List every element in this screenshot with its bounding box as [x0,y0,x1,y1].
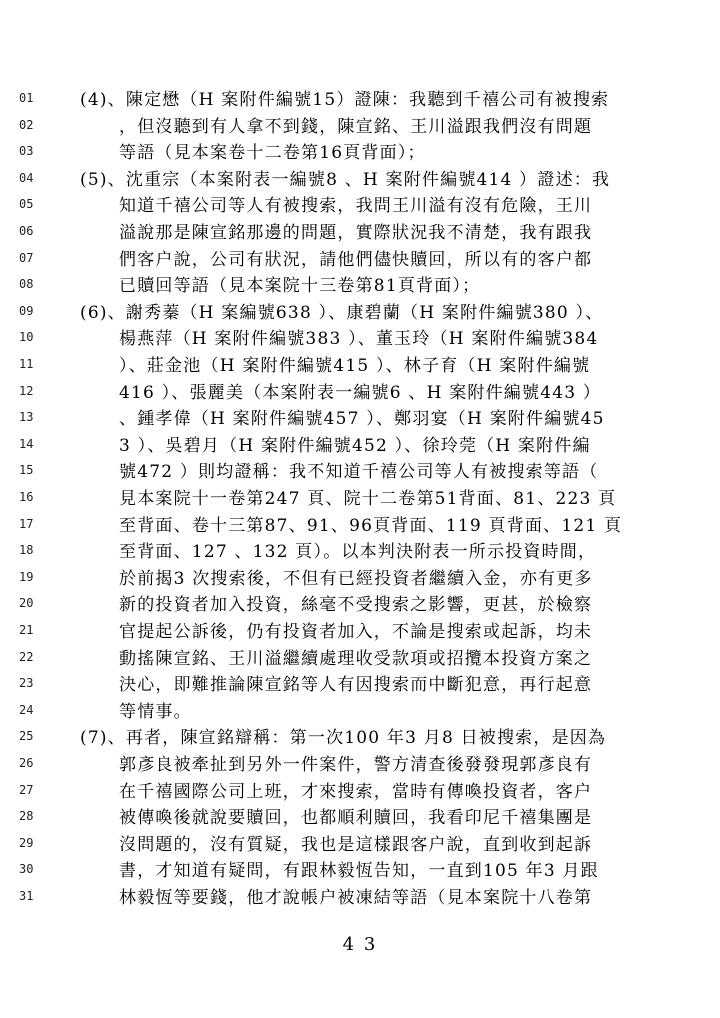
line-number: 06 [19,224,34,238]
document-line [0,780,720,806]
line-number: 05 [19,197,34,212]
line-number: 19 [19,569,34,584]
line-number: 25 [19,729,34,744]
document-line [0,753,720,779]
document-line [0,248,720,274]
line-text: 沒問題的，沒有質疑，我也是這樣跟客户說，直到收到起訴 [119,834,593,855]
document-line [0,460,720,486]
line-number: 12 [19,383,34,398]
line-number: 14 [19,436,34,451]
line-text: (6)、謝秀蓁（H 案編號638 ）、康碧蘭（H 案附件編號380 ）、 [80,302,604,323]
document-line [0,141,720,167]
document-line [0,301,720,327]
line-text: 已贖回等語（見本案院十三卷第81頁背面）； [119,276,481,297]
line-number: 28 [19,809,34,824]
line-number: 02 [19,117,34,132]
line-number: 30 [19,862,34,877]
document-line [0,886,720,912]
line-text: 知道千禧公司等人有被搜索，我問王川溢有沒有危險，王川 [119,196,593,217]
line-number: 22 [19,649,34,664]
line-text: 官提起公訴後，仍有投資者加入，不論是搜索或起訴，均未 [119,622,593,642]
document-line [0,567,720,593]
line-text: 416 ）、張麗美（本案附表一編號6 、H 案附件編號443 ） [119,382,602,403]
document-line [0,833,720,859]
document-line [0,726,720,752]
line-number: 04 [19,170,34,185]
line-text: (4)、陳定懋（H 案附件編號15）證陳：我聽到千禧公司有被搜索 [80,90,610,110]
line-text: 楊燕萍（H 案附件編號383 ）、董玉玲（H 案附件編號384 [119,329,599,350]
document-line [0,806,720,832]
document-line [0,647,720,673]
line-text: 、鍾孝偉（H 案附件編號457 ）、鄭羽宴（H 案附件編號45 [119,409,605,430]
line-text: 等情事。 [119,701,192,722]
line-text: 決心，即難推論陳宣銘等人有因搜索而中斷犯意，再行起意 [119,675,593,696]
document-line [0,354,720,380]
line-number: 18 [19,543,34,558]
line-text: (5)、沈重宗（本案附表一編號8 、H 案附件編號414 ）證述：我 [80,169,611,190]
line-text: 等語（見本案卷十二卷第16頁背面）； [119,143,426,164]
line-text: 郭彥良被牽扯到另外一件案件，警方清查後發發現郭彥良有 [119,755,593,775]
line-number: 21 [19,623,34,637]
line-number: 31 [19,889,34,903]
document-line [0,487,720,513]
document-line [0,540,720,566]
line-text: 新的投資者加入投資，絲毫不受搜索之影響，更甚，於檢察 [119,595,593,616]
line-text: 至背面、127 、132 頁）。以本判決附表一所示投資時間， [119,542,597,563]
line-text: 溢說那是陳宣銘那邊的問題，實際狀況我不清楚，我有跟我 [119,223,593,243]
document-line [0,407,720,433]
page-number: 4 3 [342,934,378,955]
line-text: 林毅恆等要錢，他才說帳户被凍結等語（見本案院十八卷第 [119,888,593,908]
line-number: 08 [19,277,34,292]
line-number: 26 [19,756,34,770]
line-text: 動搖陳宣銘、王川溢繼續處理收受款項或招攬本投資方案之 [119,648,593,669]
line-text: 書，才知道有疑問，有跟林毅恆告知，一直到105 年3 月跟 [119,861,599,882]
line-text: 們客户說，公司有狀況，請他們儘快贖回，所以有的客户都 [119,249,593,270]
document-line [0,221,720,247]
document-line [0,859,720,885]
line-text: 見本案院十一卷第247 頁、院十二卷第51背面、81、223 頁 [119,489,617,509]
line-number: 17 [19,516,34,531]
line-number: 16 [19,490,34,504]
document-line [0,194,720,220]
line-number: 29 [19,835,34,850]
line-number: 24 [19,702,34,717]
line-text: (7)、再者，陳宣銘辯稱：第一次100 年3 月8 日被搜索，是因為 [80,728,607,749]
document-line [0,88,720,114]
document-line [0,700,720,726]
line-number: 15 [19,463,34,478]
line-number: 10 [19,330,34,345]
line-number: 27 [19,782,34,797]
line-number: 09 [19,303,34,318]
line-text: ，但沒聽到有人拿不到錢，陳宣銘、王川溢跟我們沒有問題 [119,116,593,137]
document-line [0,673,720,699]
line-text: 在千禧國際公司上班，才來搜索，當時有傳喚投資者，客户 [119,781,593,802]
document-line [0,620,720,646]
document-line [0,115,720,141]
line-number: 23 [19,676,34,691]
line-number: 11 [19,357,34,371]
document-line [0,168,720,194]
line-text: 於前揭3 次搜索後，不但有已經投資者繼續入金，亦有更多 [119,568,593,589]
line-text: 至背面、卷十三第87、91、96頁背面、119 頁背面、121 頁 [119,515,623,536]
document-line [0,434,720,460]
line-number: 13 [19,410,34,425]
document-line [0,274,720,300]
line-text: 3 ）、吳碧月（H 案附件編號452 ）、徐玲莞（H 案附件編 [119,435,591,456]
line-text: ）、莊金池（H 案附件編號415 ）、林子育（H 案附件編號 [119,356,591,376]
document-line [0,327,720,353]
line-number: 01 [19,91,34,105]
document-line [0,514,720,540]
line-number: 07 [19,250,34,265]
line-number: 20 [19,596,34,611]
document-line [0,593,720,619]
line-text: 號472 ）則均證稱：我不知道千禧公司等人有被搜索等語（ [119,462,599,483]
line-number: 03 [19,144,34,159]
line-text: 被傳喚後就說要贖回，也都順利贖回，我看印尼千禧集團是 [119,808,593,829]
document-line [0,381,720,407]
